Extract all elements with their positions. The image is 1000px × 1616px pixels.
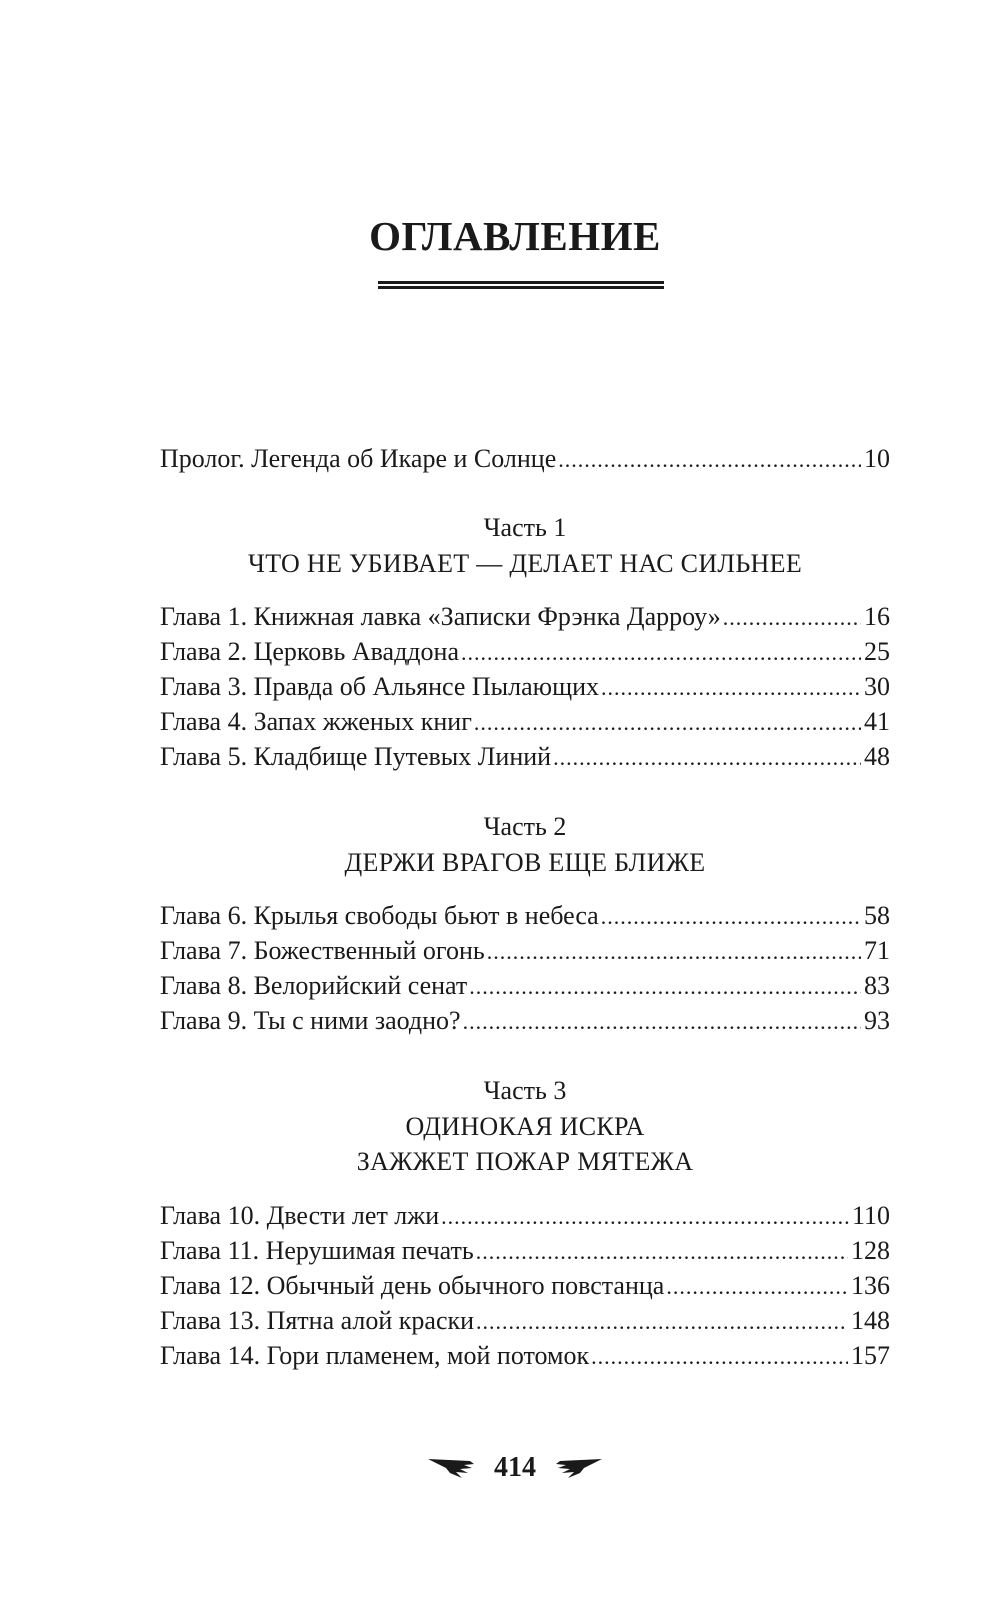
wing-ornament-right-icon [554,1455,604,1481]
wing-ornament-left-icon [426,1455,476,1481]
toc-entry-title: Глава 3. Правда об Альянсе Пылающих [160,672,600,701]
toc-entry-page: 71 [864,936,890,965]
toc-entry-page: 148 [851,1306,890,1335]
part-title: ЧТО НЕ УБИВАЕТ — ДЕЛАЕТ НАС СИЛЬНЕЕ [248,549,802,578]
toc-entry-page: 48 [864,742,890,771]
toc-entry[interactable] [160,900,890,933]
part-label: Часть 1 [483,513,567,542]
toc-entry-page: 157 [851,1341,890,1370]
toc-leader-dots [666,1271,848,1303]
toc-entry-title: Глава 7. Божественный огонь [160,936,485,965]
toc-leader-dots [553,742,861,774]
toc-entry[interactable] [160,1270,890,1303]
toc-leader-dots [463,1006,861,1038]
toc-entry[interactable] [160,970,890,1003]
page-title: ОГЛАВЛЕНИЕ [369,213,661,259]
toc-entry-page: 58 [864,901,890,930]
title-double-rule [378,281,664,289]
toc-entry[interactable] [160,1340,890,1373]
toc-leader-dots [476,1306,848,1338]
toc-entry[interactable] [160,671,890,704]
toc-entry-title: Глава 9. Ты с ними заодно? [160,1006,461,1035]
toc-entry-title: Глава 11. Нерушимая печать [160,1236,474,1265]
page-footer [0,1448,1000,1488]
toc-entry-title: Глава 8. Велорийский сенат [160,971,468,1000]
toc-leader-dots [487,936,861,968]
toc-entry[interactable] [160,1005,890,1038]
toc-entry[interactable] [160,1305,890,1338]
part-label: Часть 2 [483,812,567,841]
toc-entry-page: 83 [864,971,890,1000]
toc-entry[interactable] [160,1235,890,1268]
toc-entry-title: Глава 14. Гори пламенем, мой потомок [160,1341,590,1370]
part-title: ЗАЖЖЕТ ПОЖАР МЯТЕЖА [356,1147,694,1176]
page-number: 414 [494,1452,536,1483]
toc-entry[interactable] [160,601,890,634]
toc-entry-page: 136 [851,1271,890,1300]
toc-entry[interactable] [160,1200,890,1233]
toc-entry-page: 10 [864,444,890,473]
toc-entry-title: Глава 6. Крылья свободы бьют в небеса [160,901,599,930]
toc-entry[interactable] [160,741,890,774]
toc-entry-prologue[interactable] [160,443,890,476]
toc-leader-dots [601,672,861,704]
toc-entry-page: 30 [864,672,890,701]
toc-entry-page: 16 [864,602,890,631]
toc-leader-dots [469,971,861,1003]
toc-entry-page: 110 [851,1201,890,1230]
toc-entry-title: Глава 1. Книжная лавка «Записки Фрэнка Дарроу» [160,602,721,631]
toc-entry-page: 128 [851,1236,890,1265]
toc-leader-dots [723,602,861,634]
toc-leader-dots [476,1236,848,1268]
toc-leader-dots [591,1341,848,1373]
toc-entry-title: Глава 10. Двести лет лжи [160,1201,440,1230]
toc-entry-page: 41 [864,707,890,736]
toc-entry[interactable] [160,706,890,739]
toc-leader-dots [601,901,861,933]
part-title: ОДИНОКАЯ ИСКРА [405,1112,645,1141]
part-label: Часть 3 [483,1076,567,1105]
toc-leader-dots [461,637,861,669]
part-title: ДЕРЖИ ВРАГОВ ЕЩЕ БЛИЖЕ [344,848,706,877]
toc-entry-title: Глава 4. Запах жженых книг [160,707,472,736]
toc-entry[interactable] [160,636,890,669]
toc-entry-title: Глава 13. Пятна алой краски [160,1306,475,1335]
toc-entry[interactable] [160,935,890,968]
toc-entry-title: Пролог. Легенда об Икаре и Солнце [160,444,557,473]
toc-entry-page: 93 [864,1006,890,1035]
toc-leader-dots [558,444,861,476]
toc-entry-title: Глава 5. Кладбище Путевых Линий [160,742,552,771]
toc-entry-title: Глава 12. Обычный день обычного повстанца [160,1271,665,1300]
toc-entry-title: Глава 2. Церковь Аваддона [160,637,459,666]
toc-entry-page: 25 [864,637,890,666]
toc-leader-dots [474,707,861,739]
toc-leader-dots [441,1201,849,1233]
